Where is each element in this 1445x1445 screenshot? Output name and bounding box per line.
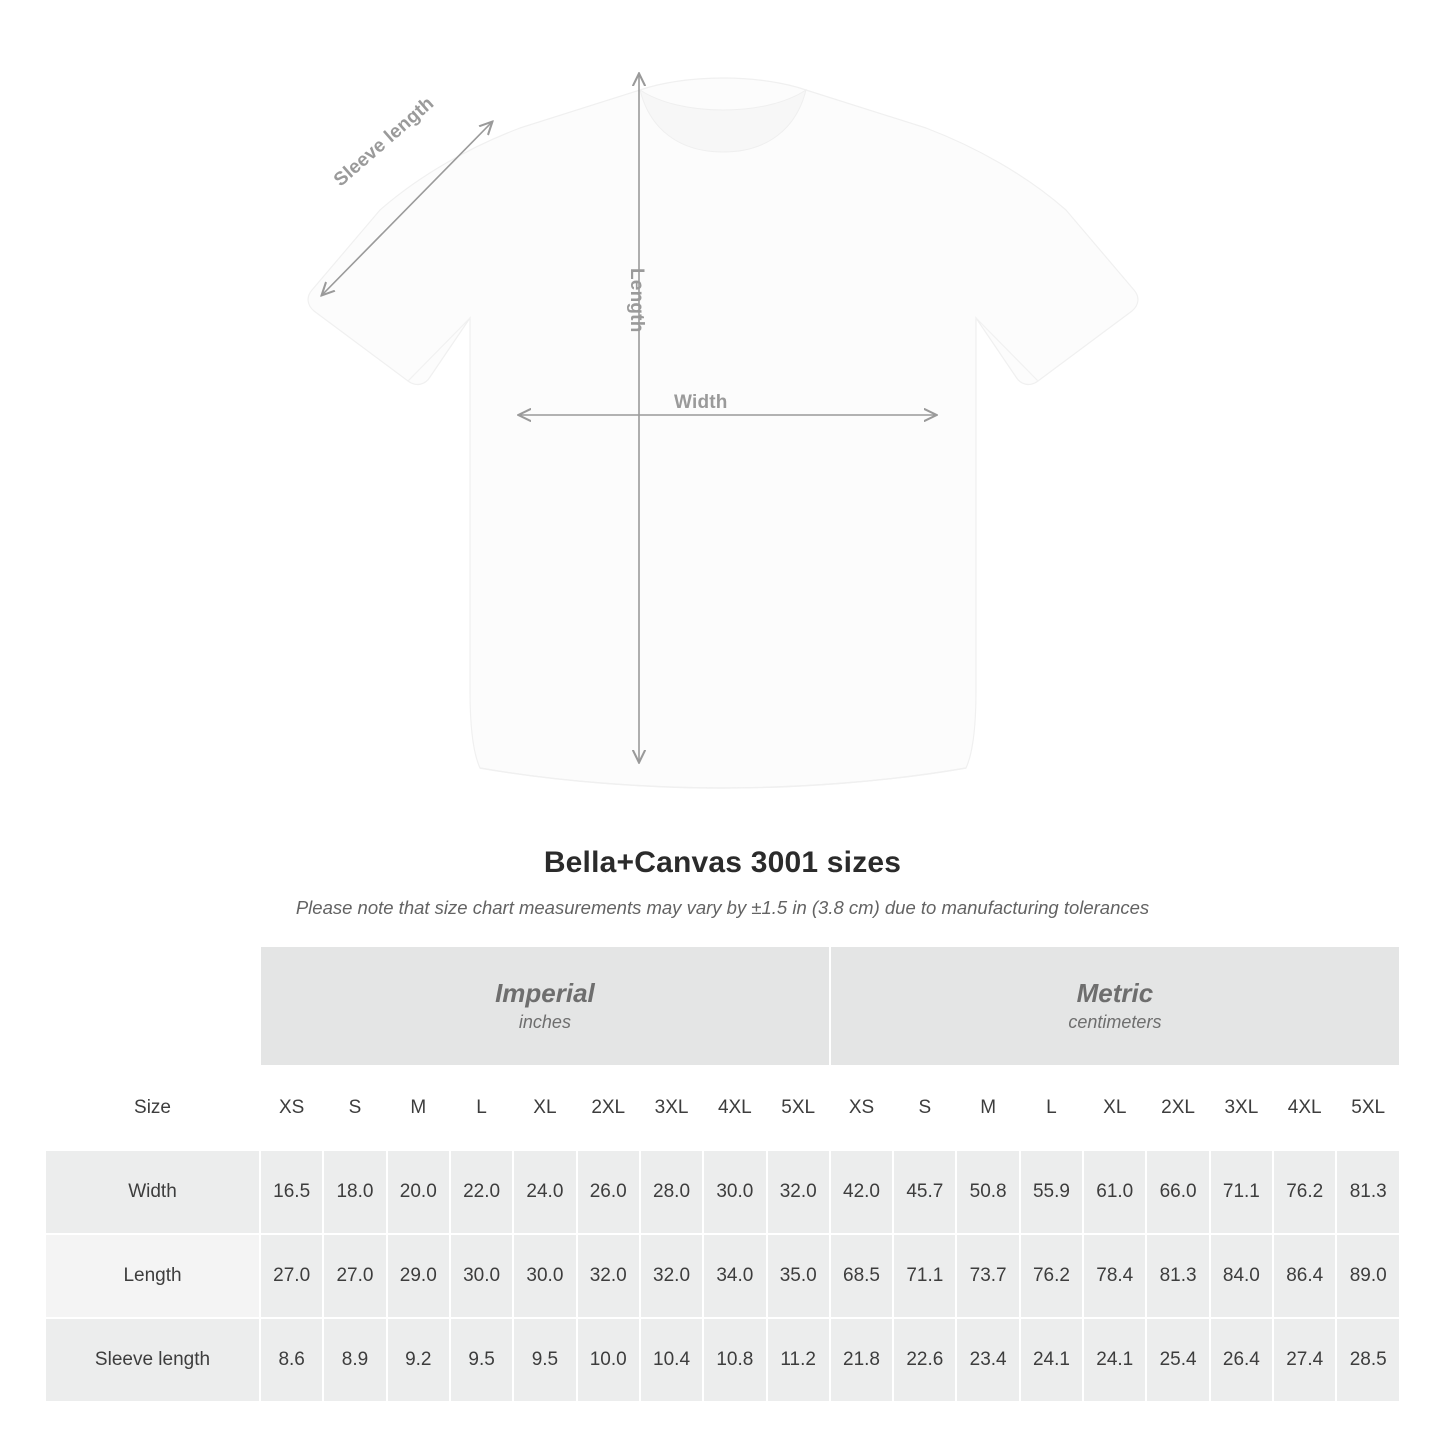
- cell-r2-c7: 32.0: [641, 1235, 702, 1317]
- cell-r3-c4: 9.5: [451, 1319, 512, 1401]
- cell-r1-c12: 50.8: [957, 1151, 1018, 1233]
- cell-r1-c8: 30.0: [704, 1151, 765, 1233]
- cell-r3-c6: 10.0: [578, 1319, 639, 1401]
- cell-r2-c13: 76.2: [1021, 1235, 1082, 1317]
- cell-r3-c13: 24.1: [1021, 1319, 1082, 1401]
- cell-r1-c9: 32.0: [768, 1151, 829, 1233]
- cell-r1-c10: 42.0: [831, 1151, 892, 1233]
- column-header-13: L: [1021, 1067, 1082, 1149]
- width-label: Width: [674, 392, 728, 413]
- cell-r1-c2: 18.0: [324, 1151, 385, 1233]
- table-row: [46, 1151, 1399, 1233]
- column-header-11: S: [894, 1067, 955, 1149]
- page-title: Bella+Canvas 3001 sizes: [543, 846, 902, 879]
- cell-r2-c10: 68.5: [831, 1235, 892, 1317]
- column-header-2: S: [324, 1067, 385, 1149]
- unit-group-metric-sub: centimeters: [1068, 1012, 1162, 1033]
- cell-r3-c14: 24.1: [1084, 1319, 1145, 1401]
- cell-r1-c18: 81.3: [1337, 1151, 1399, 1233]
- cell-r1-c16: 71.1: [1211, 1151, 1272, 1233]
- cell-r3-c12: 23.4: [957, 1319, 1018, 1401]
- cell-r3-c17: 27.4: [1274, 1319, 1335, 1401]
- cell-r3-c10: 21.8: [831, 1319, 892, 1401]
- size-table-wrapper: [44, 945, 1401, 1403]
- row-label-2: Length: [46, 1235, 259, 1317]
- cell-r2-c16: 84.0: [1211, 1235, 1272, 1317]
- unit-group-metric-name: Metric: [1076, 977, 1154, 1008]
- unit-corner-cell: [46, 947, 259, 1065]
- cell-r3-c5: 9.5: [514, 1319, 575, 1401]
- cell-r2-c12: 73.7: [957, 1235, 1018, 1317]
- column-header-6: 2XL: [578, 1067, 639, 1149]
- cell-r2-c2: 27.0: [324, 1235, 385, 1317]
- cell-r1-c5: 24.0: [514, 1151, 575, 1233]
- cell-r3-c11: 22.6: [894, 1319, 955, 1401]
- cell-r1-c6: 26.0: [578, 1151, 639, 1233]
- unit-group-metric: [831, 947, 1399, 1065]
- title-block: [0, 846, 1445, 919]
- cell-r1-c11: 45.7: [894, 1151, 955, 1233]
- cell-r1-c4: 22.0: [451, 1151, 512, 1233]
- cell-r2-c5: 30.0: [514, 1235, 575, 1317]
- column-header-12: M: [957, 1067, 1018, 1149]
- cell-r3-c7: 10.4: [641, 1319, 702, 1401]
- cell-r2-c1: 27.0: [261, 1235, 322, 1317]
- cell-r3-c18: 28.5: [1337, 1319, 1399, 1401]
- table-row: [46, 1319, 1399, 1401]
- tolerance-note: Please note that size chart measurements may vary by ±1.5 in (3.8 cm) due to manufacturing tolerances: [295, 897, 1150, 918]
- cell-r1-c17: 76.2: [1274, 1151, 1335, 1233]
- column-header-17: 4XL: [1274, 1067, 1335, 1149]
- column-header-15: 2XL: [1147, 1067, 1208, 1149]
- cell-r2-c14: 78.4: [1084, 1235, 1145, 1317]
- cell-r3-c3: 9.2: [388, 1319, 449, 1401]
- unit-group-row: [46, 947, 1399, 1065]
- cell-r3-c2: 8.9: [324, 1319, 385, 1401]
- cell-r2-c9: 35.0: [768, 1235, 829, 1317]
- cell-r3-c1: 8.6: [261, 1319, 322, 1401]
- cell-r1-c14: 61.0: [1084, 1151, 1145, 1233]
- row-label-1: Width: [46, 1151, 259, 1233]
- length-label: Length: [626, 268, 647, 333]
- tshirt-shape: [308, 78, 1138, 788]
- cell-r2-c18: 89.0: [1337, 1235, 1399, 1317]
- column-header-8: 4XL: [704, 1067, 765, 1149]
- table-row: [46, 1235, 1399, 1317]
- cell-r1-c15: 66.0: [1147, 1151, 1208, 1233]
- unit-group-imperial-name: Imperial: [495, 977, 595, 1008]
- cell-r1-c7: 28.0: [641, 1151, 702, 1233]
- cell-r2-c4: 30.0: [451, 1235, 512, 1317]
- cell-r2-c8: 34.0: [704, 1235, 765, 1317]
- column-header-5: XL: [514, 1067, 575, 1149]
- cell-r3-c9: 11.2: [768, 1319, 829, 1401]
- cell-r2-c3: 29.0: [388, 1235, 449, 1317]
- column-header-10: XS: [831, 1067, 892, 1149]
- column-header-18: 5XL: [1337, 1067, 1399, 1149]
- cell-r2-c11: 71.1: [894, 1235, 955, 1317]
- column-header-3: M: [388, 1067, 449, 1149]
- column-header-14: XL: [1084, 1067, 1145, 1149]
- row-header-label: Size: [46, 1067, 259, 1149]
- cell-r2-c17: 86.4: [1274, 1235, 1335, 1317]
- unit-group-imperial: [261, 947, 829, 1065]
- column-header-16: 3XL: [1211, 1067, 1272, 1149]
- cell-r1-c13: 55.9: [1021, 1151, 1082, 1233]
- column-header-9: 5XL: [768, 1067, 829, 1149]
- column-header-row: [46, 1067, 1399, 1149]
- cell-r3-c16: 26.4: [1211, 1319, 1272, 1401]
- sleeve-length-label: Sleeve length: [330, 92, 439, 191]
- size-table-body: [46, 1151, 1399, 1401]
- row-label-3: Sleeve length: [46, 1319, 259, 1401]
- column-header-4: L: [451, 1067, 512, 1149]
- unit-group-imperial-sub: inches: [518, 1012, 571, 1033]
- cell-r2-c15: 81.3: [1147, 1235, 1208, 1317]
- cell-r3-c8: 10.8: [704, 1319, 765, 1401]
- size-table: [44, 945, 1401, 1403]
- column-header-7: 3XL: [641, 1067, 702, 1149]
- cell-r1-c3: 20.0: [388, 1151, 449, 1233]
- column-header-1: XS: [261, 1067, 322, 1149]
- cell-r2-c6: 32.0: [578, 1235, 639, 1317]
- cell-r1-c1: 16.5: [261, 1151, 322, 1233]
- cell-r3-c15: 25.4: [1147, 1319, 1208, 1401]
